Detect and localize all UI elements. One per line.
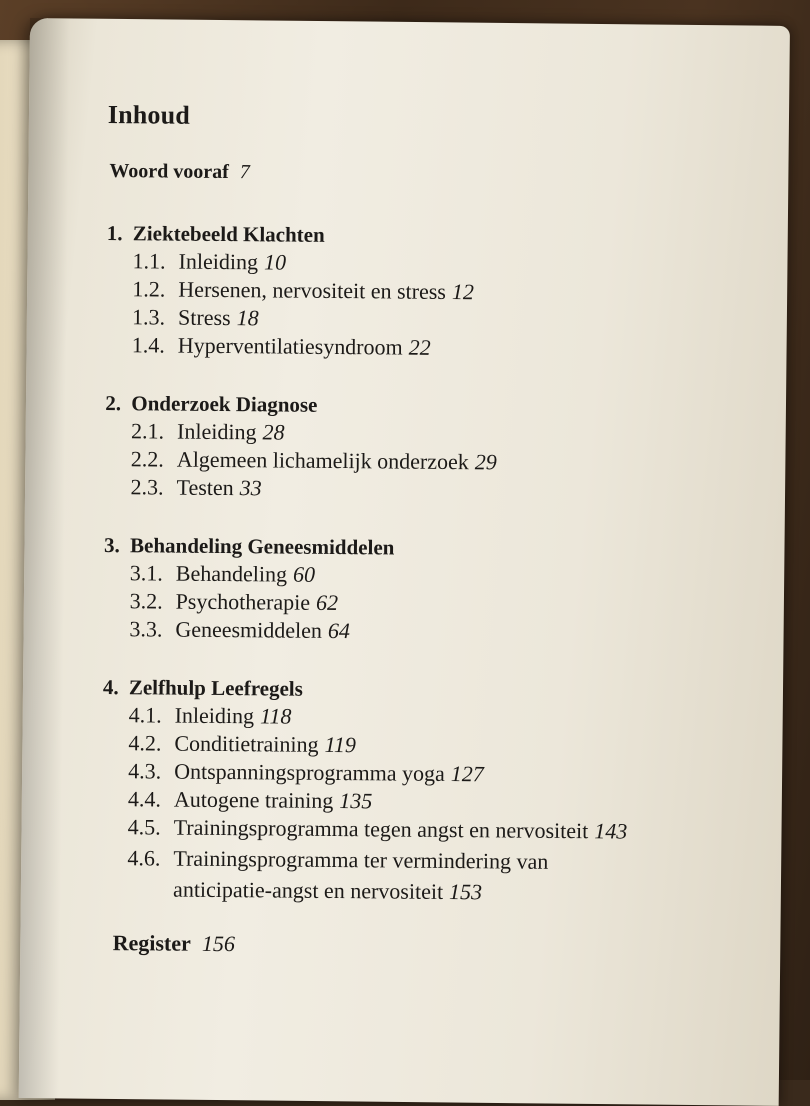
- toc-section-1-3: [106, 302, 766, 336]
- section-title: Behandeling: [175, 560, 288, 587]
- section-number: 1.1.: [132, 248, 166, 274]
- preface-label: Woord vooraf: [109, 160, 229, 184]
- section-page: 29: [474, 449, 497, 475]
- toc-chapter-1: [106, 216, 767, 364]
- chapter-heading: [107, 216, 767, 252]
- chapter-number: 2.: [105, 390, 122, 416]
- section-page: 12: [451, 279, 475, 305]
- chapter-heading: [103, 670, 763, 706]
- chapter-number: 3.: [104, 532, 120, 558]
- section-page: 127: [450, 761, 484, 787]
- section-page: 143: [594, 818, 628, 844]
- toc-preface: [109, 160, 767, 189]
- section-page: 18: [236, 305, 259, 331]
- section-number: 1.4.: [131, 332, 165, 358]
- section-number: 2.1.: [131, 418, 165, 444]
- chapter-title: Behandeling Geneesmiddelen: [130, 533, 395, 560]
- toc-section-1-2: [106, 274, 766, 308]
- toc-section-4-1: [103, 700, 763, 734]
- toc-section-4-6: [101, 840, 762, 908]
- section-number: 1.3.: [132, 304, 166, 330]
- toc-section-1-1: [106, 246, 766, 280]
- section-title: Autogene training: [173, 786, 334, 813]
- section-number: 3.1.: [129, 560, 163, 586]
- section-page: 153: [449, 879, 483, 905]
- toc-section-3-1: [104, 558, 764, 592]
- section-page: 118: [259, 703, 292, 729]
- section-title-line-1: Trainingsprogramma ter vermindering van: [173, 845, 549, 874]
- section-page: 135: [339, 788, 373, 814]
- chapter-title: Zelfhulp Leefregels: [128, 675, 303, 701]
- section-number: 4.6.: [127, 845, 161, 871]
- section-title: Algemeen lichamelijk onderzoek: [176, 446, 469, 475]
- register-label: Register: [112, 930, 191, 956]
- toc-section-3-3: [103, 614, 763, 648]
- section-title: Geneesmiddelen: [175, 616, 323, 643]
- chapter-title: Ziektebeeld Klachten: [132, 221, 325, 247]
- section-title: Inleiding: [178, 248, 259, 275]
- chapter-heading: [104, 528, 764, 564]
- section-number: 4.4.: [127, 786, 162, 812]
- chapter-number: 1.: [106, 220, 123, 246]
- chapter-title: Onderzoek Diagnose: [131, 391, 318, 417]
- toc-section-1-4: [106, 330, 766, 364]
- toc-chapter-4: [101, 670, 763, 908]
- section-number: 3.2.: [129, 588, 163, 614]
- section-number: 4.2.: [128, 730, 162, 756]
- section-page: 60: [292, 561, 316, 587]
- preface-page: 7: [239, 161, 250, 184]
- section-number: 3.3.: [129, 616, 163, 642]
- toc-chapter-3: [103, 528, 764, 648]
- toc-chapter-2: [105, 386, 766, 506]
- section-title: Ontspanningsprogramma yoga: [174, 758, 445, 786]
- section-page: 10: [263, 249, 287, 275]
- section-title: Stress: [177, 304, 231, 331]
- toc-section-4-4: [102, 784, 762, 818]
- chapter-heading: [105, 386, 765, 422]
- toc-section-3-2: [104, 586, 764, 620]
- chapter-number: 4.: [102, 674, 119, 700]
- section-number: 4.1.: [128, 702, 162, 728]
- section-page: 33: [239, 475, 262, 501]
- toc-section-2-3: [105, 472, 765, 506]
- section-title: Inleiding: [177, 418, 257, 445]
- toc-section-4-3: [102, 756, 762, 790]
- section-title: Conditietraining: [174, 730, 319, 757]
- register-page: 156: [201, 930, 236, 957]
- section-page: 28: [262, 419, 285, 445]
- section-number: 1.2.: [132, 276, 166, 302]
- section-number: 2.3.: [130, 474, 164, 500]
- section-title: Hersenen, nervositeit en stress: [178, 276, 447, 304]
- section-title-line-2: anticipatie-angst en nervositeit: [173, 876, 444, 904]
- section-title: Psychotherapie: [175, 588, 311, 615]
- section-title: Inleiding: [174, 702, 255, 729]
- section-number: 2.2.: [130, 446, 164, 472]
- toc-section-2-2: [105, 444, 765, 478]
- section-number: 4.3.: [128, 758, 162, 784]
- section-title: Hyperventilatiesyndroom: [177, 332, 403, 360]
- table-of-contents: [101, 100, 768, 962]
- toc-section-4-2: [102, 728, 762, 762]
- section-title: Testen: [176, 474, 234, 501]
- section-title: Trainingsprogramma tegen angst en nervositeit: [173, 814, 589, 844]
- section-number: 4.5.: [127, 814, 161, 840]
- section-page: 62: [315, 589, 339, 616]
- toc-title: Inhoud: [107, 100, 191, 130]
- section-page: 22: [408, 334, 431, 360]
- section-page: 119: [324, 731, 357, 758]
- toc-section-2-1: [105, 416, 765, 450]
- section-page: 64: [327, 617, 351, 644]
